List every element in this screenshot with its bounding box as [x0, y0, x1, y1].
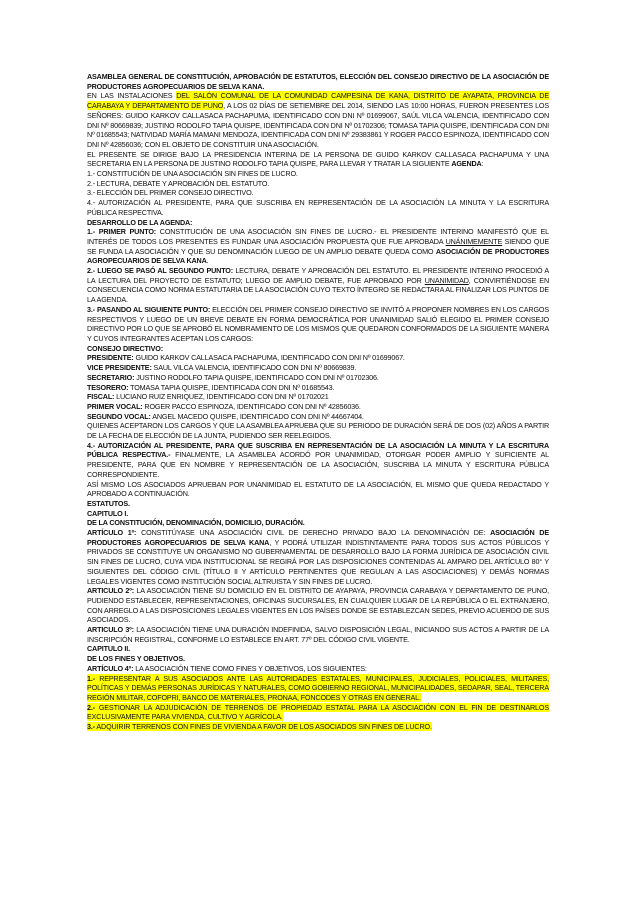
agenda-colon: : — [481, 159, 484, 169]
consejo-member — [87, 392, 549, 402]
member-role: TESORERO: — [87, 382, 129, 392]
punto-label: 2.- LUEGO SE PASÓ AL SEGUNDO PUNTO: — [87, 266, 233, 276]
agenda-intro — [87, 150, 549, 169]
member-role: VICE PRESIDENTE: — [87, 363, 152, 373]
fin-number: 1.- — [87, 673, 95, 683]
article-text: , Y PODRÁ UTILIZAR INDISTINTAMENTE PARA TODOS SUS ACTOS PÚBLICOS Y PRIVADOS SE CONSTITUYE UN ORGANISMO NO GUBERNAMENTAL DE DESARROLLO BAJO LA FORMA JURÍDICA DE ASOCIACIÓN CIVIL SIN FINES DE LUCRO, CUYA VIDA INSTITUCIONAL SE REGIRÁ POR LAS DISPOSICIONES CONTENIDAS AL AMPARO DEL ARTÍCULO 80° Y SIGUIENTES DEL CÓDIGO CIVIL (TÍTULO II Y ARTÍCULO PERTINENTES QUE REGULAN A LAS ASOCIACIONES) Y DEMÁS NORMAS LEGALES VIGENTES COMO INSTITUCIÓN SOCIAL ALTRUISTA Y SIN FINES DE LUCRO. — [87, 537, 549, 586]
agenda-item: 1.- CONSTITUCIÓN DE UNA ASOCIACIÓN SIN FINES DE LUCRO. — [87, 169, 298, 179]
member-info: TOMASA TAPIA QUISPE, IDENTIFICADA CON DNI Nº 01685543. — [128, 382, 335, 392]
punto-text: ELECCIÓN DEL PRIMER CONSEJO DIRECTIVO SE INVITÓ A PROPONER NOMBRES EN LOS CARGOS RESPECTIVOS Y LUEGO DE UN BREVE DEBATE EN FORMA DEMOCRÁTICA POR UNANIMIDAD SALIÓ ELEGIDO EL PRIMER CONSEJO DIRECTIVO POR LO QUE SE APROBÓ EL NOMBRAMIENTO DE LOS MISMOS QUE QUEDARON CONFORMADOS DE LA SIGUIENTE MANERA Y CUYOS INTEGRANTES ACEPTAN LOS CARGOS: — [87, 304, 549, 343]
punto-label: 4.- AUTORIZACIÓN AL PRESIDENTE, PARA QUE SUSCRIBA EN REPRESENTACIÓN DE LA ASOCIACIÓN LA MINUTA Y LA ESCRITURA PÚBLICA RESPECTIVA.- — [87, 440, 549, 460]
article-2 — [87, 586, 549, 625]
chapter-heading: CAPITULO II. — [87, 644, 130, 654]
asi-mismo-paragraph: ASÍ MISMO LOS ASOCIADOS APRUEBAN POR UNANIMIDAD EL ESTATUTO DE LA ASOCIACIÓN, EL MISMO QUE QUEDA REDACTADO Y APROBADO A CONTINUACIÓN. — [87, 479, 549, 499]
member-info: ROGER PACCO ESPINOZA, IDENTIFICADO CON DNI Nº 42856036. — [142, 401, 361, 411]
agenda-intro-text: EL PRESENTE SE DIRIGE BAJO LA PRESIDENCIA INTERINA DE LA PERSONA DE GUIDO KARKOV CALLASACA PACHAPUMA Y UNA SECRETARIA EN LA PERSONA DE JUSTINO RODOLFO TAPIA QUISPE, PARA LLEVAR Y TRATAR LA SIGUIENTE — [87, 149, 549, 169]
fin-item — [87, 722, 549, 732]
punto-text: FINALMENTE, LA ASAMBLEA ACORDÓ POR UNANIMIDAD, OTORGAR PODER AMPLIO Y SUFICIENTE AL PRESIDENTE, PARA QUE EN NOMBRE Y REPRESENTACIÓN DE LA ASOCIACIÓN, SUSCRIBA LA MINUTA Y ESCRITURA PÚBLICA CORRESPONDIENTE. — [87, 450, 549, 479]
punto-4 — [87, 441, 549, 480]
intro-text: EN LAS INSTALACIONES — [87, 91, 177, 101]
fin-text: GESTIONAR LA ADJUDICACIÓN DE TERRENOS DE PROPIEDAD ESTATAL PARA LA ASOCIACIÓN CON EL FIN DE DESTINARLOS EXCLUSIVAMENTE PARA VIVIENDA, CULTIVO Y AGRÍCOLA. — [87, 702, 549, 722]
document-title: ASAMBLEA GENERAL DE CONSTITUCIÓN, APROBACIÓN DE ESTATUTOS, ELECCIÓN DEL CONSEJO DIRECTIVO DE LA ASOCIACIÓN DE PRODUCTORES AGROPECUARIOS DE SELVA KANA. — [87, 72, 549, 91]
agenda-item: 3.- ELECCIÓN DEL PRIMER CONSEJO DIRECTIVO. — [87, 188, 254, 198]
article-text: LA ASOCIACIÓN TIENE UNA DURACIÓN INDEFINIDA, SALVO DISPOSICIÓN LEGAL, INICIANDO SUS ACTOS A PARTIR DE LA INSCRIPCIÓN REGISTRAL, CONFORME LO ESTABLECE EN ART. 77º DEL CÓDIGO CIVIL VIGENTE. — [87, 625, 550, 644]
punto-text: LECTURA, DEBATE Y APROBACIÓN DEL ESTATUTO. EL PRESIDENTE INTERINO PROCEDIÓ A LA LECTURA DEL PROYECTO DE ESTATUTO; LUEGO DE AMPLIO DEBATE, FUE APROBADO POR — [87, 266, 549, 285]
punto-1 — [87, 227, 549, 266]
fin-number: 3.- — [87, 722, 95, 732]
consejo-member — [87, 402, 549, 412]
fin-item — [87, 674, 549, 703]
highlighted-location: DEL SALÓN COMUNAL DE LA COMUNIDAD CAMPESINA DE KANA, DISTRITO DE AYAPATA, PROVINCIA DE CARABAYA Y DEPARTAMENTO DE PUNO — [87, 91, 549, 111]
member-info: SAUL VILCA VALENCIA, IDENTIFICADO CON DNI Nº 80669839. — [151, 363, 357, 373]
aceptacion-paragraph: QUIENES ACEPTARON LOS CARGOS Y QUE LA ASAMBLEA APRUEBA QUE SU PERIODO DE DURACIÓN SERÁ DE DOS (02) AÑOS A PARTIR DE LA FECHA DE ELECCIÓN DE LA JUNTA, PUDIENDO SER REELEGIDOS. — [87, 421, 549, 441]
article-label: ARTICULO 3º: — [87, 625, 134, 635]
member-info: JUSTINO RODOLFO TAPIA QUISPE, IDENTIFICADO CON DNI Nº 01702306. — [134, 372, 379, 382]
fin-text: REPRESENTAR A SUS ASOCIADOS ANTE LAS AUTORIDADES ESTATALES, MUNICIPALES, JUDICIALES, POLICIALES, MILITARES, POLÍTICAS Y DEMÁS PERSONAS JURÍDICAS Y NATURALES, COMO GOBIERNO REGIONAL, MUNICIPALIDADES, SEDAPAR, SEAL, TERCERA REGIÓN MILITAR, COFOPRI, BANCO DE MATERIALES, PRONAA, FONCODES Y OTRAS EN GENERAL. — [87, 673, 549, 702]
consejo-member — [87, 412, 549, 422]
consejo-member — [87, 383, 549, 393]
agenda-item: 4.- AUTORIZACIÓN AL PRESIDENTE, PARA QUE SUSCRIBA EN REPRESENTACIÓN DE LA ASOCIACIÓN LA MINUTA Y LA ESCRITURA PÚBLICA RESPECTIVA. — [87, 198, 549, 217]
member-info: LUCIANO RUIZ ENRIQUEZ, IDENTIFICADO CON DNI Nº 01702021 — [114, 392, 329, 402]
consejo-heading: CONSEJO DIRECTIVO: — [87, 343, 163, 353]
punto-text: CONSTITUCIÓN DE UNA ASOCIACIÓN SIN FINES DE LUCRO.- EL PRESIDENTE INTERINO MANIFESTÓ QUE EL INTERÉS DE TODOS LOS PRESENTES ES FUNDAR UNA ASOCIACIÓN PROPUESTA QUE FUE APROBADA — [87, 227, 549, 246]
punto-label: 1.- PRIMER PUNTO: — [87, 227, 157, 237]
article-text: CONSTITÚYASE UNA ASOCIACIÓN CIVIL DE DERECHO PRIVADO BAJO LA DENOMINACIÓN DE: — [136, 528, 491, 538]
article-text: LA ASOCIACIÓN TIENE COMO FINES Y OBJETIVOS, LOS SIGUIENTES: — [133, 663, 367, 673]
member-role: SEGUNDO VOCAL: — [87, 411, 151, 421]
member-role: FISCAL: — [87, 392, 115, 402]
association-name: ASOCIACIÓN DE PRODUCTORES AGROPECUARIOS DE SELVA KANA — [87, 528, 549, 547]
intro-paragraph — [87, 91, 549, 149]
consejo-member — [87, 373, 549, 383]
intro-text-continued: , A LOS 02 DÍAS DE SETIEMBRE DEL 2014, SIENDO LAS 10:00 HORAS, FUERON PRESENTES LOS SEÑORES: GUIDO KARKOV CALLASACA PACHAPUMA, IDENTIFICADO CON DNI Nº 01699067, SAÚL VILCA VALENCIA, IDENTIFICADO CON DNI Nº 80669839; JUSTINO RODOLFO TAPIA QUISPE, IDENTIFICADA CON DNI Nº 01702306; TOMASA TAPIA QUISPE, IDENTIFICADA CON DNI Nº 01685543; NATIVIDAD MARÍA MAMANI MENDOZA, IDENTIFICADA CON DNI Nº 29383861 Y ROGER PACCO ESPINOZA, IDENTIFICADO CON DNI Nº 42856036; CON EL OBJETO DE CONSTITUIR UNA ASOCIACIÓN. — [87, 101, 549, 149]
chapter-title: DE LOS FINES Y OBJETIVOS. — [87, 654, 185, 664]
document-body — [87, 72, 549, 732]
member-info: ANGEL MACEDO QUISPE, IDENTIFICADO CON DNI Nº 44667404. — [150, 411, 364, 421]
member-role: PRIMER VOCAL: — [87, 401, 143, 411]
article-label: ARTICULO 2º: — [87, 586, 134, 596]
fin-item — [87, 703, 549, 722]
chapter-heading: CAPITULO I. — [87, 508, 129, 518]
fin-text: ADQUIRIR TERRENOS CON FINES DE VIVIENDA A FAVOR DE LOS ASOCIADOS SIN FINES DE LUCRO. — [94, 722, 432, 732]
consejo-member — [87, 363, 549, 373]
member-role: SECRETARIO: — [87, 372, 135, 382]
punto-2 — [87, 266, 549, 305]
underlined-word: UNANIMIDAD — [424, 275, 469, 285]
punto-text: . — [206, 256, 209, 266]
punto-text: SIENDO QUE SE FUNDA LA ASOCIACIÓN Y QUE SU DENOMINACIÓN LUEGO DE UN AMPLIO DEBATE QUEDA COMO — [87, 236, 549, 256]
article-3 — [87, 625, 549, 644]
article-label: ARTÍCULO 1º: — [87, 528, 137, 538]
member-info: GUIDO KARKOV CALLASACA PACHAPUMA, IDENTIFICADO CON DNI Nº 01699067. — [133, 353, 405, 363]
article-text: LA ASOCIACIÓN TIENE SU DOMICILIO EN EL DISTRITO DE AYAPAYA, PROVINCIA CARABAYA Y DEPARTAMENTO DE PUNO, PUDIENDO ESTABLECER, REPRESENTACIONES, OFICINAS SUCURSALES, EN CUALQUIER LUGAR DE LA REPÚBLICA O EL EXTRANJERO, CON ARREGLO A LAS DISPOSICIONES LEGALES VIGENTES EN LOS PAÍSES DONDE SE ESTABLEZCAN SEDES, PREVIO ACUERDO DE SUS ASOCIADOS. — [87, 586, 550, 625]
estatutos-heading: ESTATUTOS. — [87, 498, 130, 508]
punto-text: , CONVIRTIÉNDOSE EN CONSECUENCIA COMO NORMA ESTATUTARIA DE LA ASOCIACIÓN CUYO TEXTO ÍNTEGRO SE REDACTARA AL FINALIZAR LOS PUNTOS DE LA AGENDA. — [87, 275, 549, 305]
fin-number: 2.- — [87, 702, 95, 712]
agenda-item: 2.- LECTURA, DEBATE Y APROBACIÓN DEL ESTATUTO. — [87, 178, 270, 188]
desarrollo-heading: DESARROLLO DE LA AGENDA: — [87, 217, 193, 227]
article-label: ARTÍCULO 4º: — [87, 663, 134, 673]
punto-3 — [87, 305, 549, 344]
article-4 — [87, 664, 549, 674]
underlined-word: UNÁNIMEMENTE — [445, 236, 503, 246]
member-role: PRESIDENTE: — [87, 353, 134, 363]
chapter-title: DE LA CONSTITUCIÓN, DENOMINACIÓN, DOMICILIO, DURACIÓN. — [87, 518, 305, 528]
consejo-member — [87, 353, 549, 363]
association-name: ASOCIACIÓN DE PRODUCTORES AGROPECUARIOS DE SELVA KANA — [87, 246, 549, 266]
punto-label: 3.- PASANDO AL SIGUIENTE PUNTO: — [87, 304, 211, 314]
article-1 — [87, 528, 549, 586]
agenda-label: AGENDA — [451, 159, 482, 169]
